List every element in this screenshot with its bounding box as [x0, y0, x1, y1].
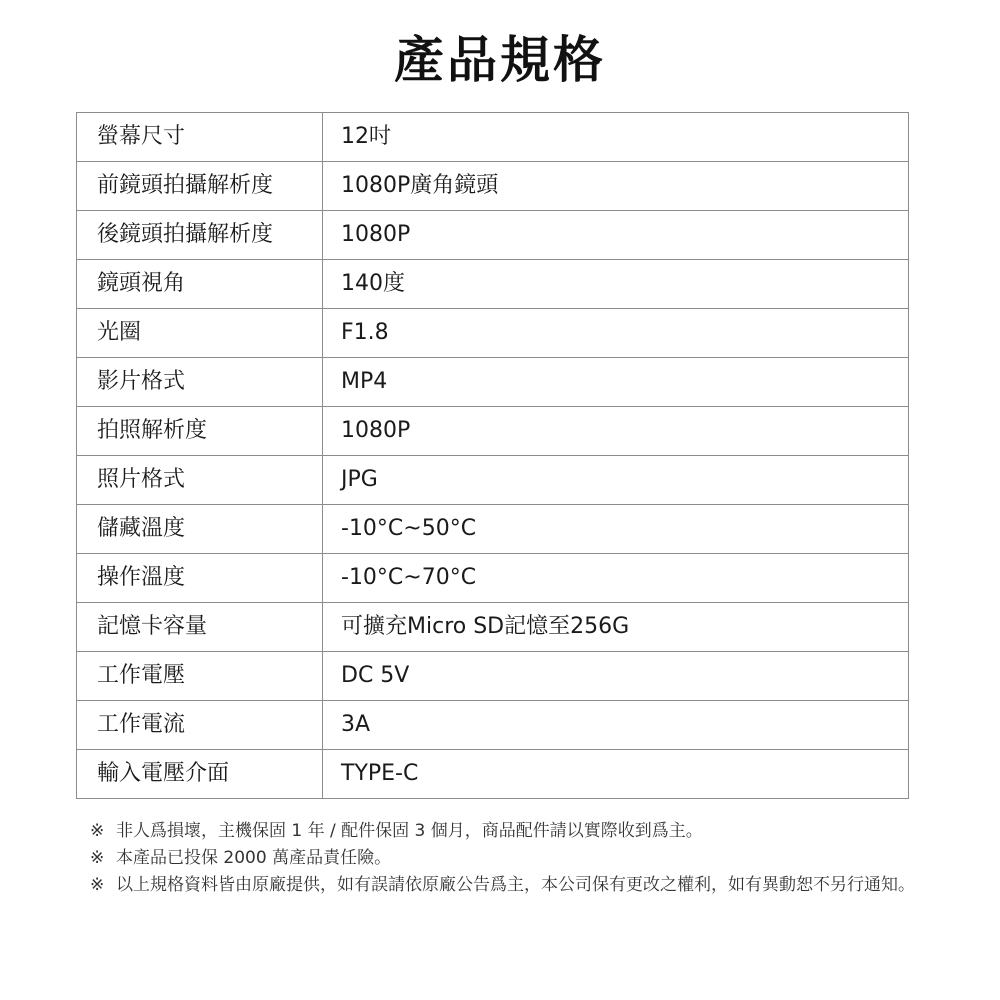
table-row	[77, 701, 909, 750]
spec-label: 後鏡頭拍攝解析度	[77, 211, 323, 260]
spec-value: JPG	[323, 456, 909, 505]
table-row	[77, 113, 909, 162]
table-row	[77, 211, 909, 260]
reference-mark-icon: ※	[90, 875, 105, 895]
spec-value: TYPE-C	[323, 750, 909, 799]
spec-value: MP4	[323, 358, 909, 407]
page-title: 產品規格	[394, 31, 606, 89]
footnote-item	[90, 818, 930, 845]
spec-value: 1080P廣角鏡頭	[323, 162, 909, 211]
spec-table	[76, 112, 909, 799]
spec-label: 影片格式	[77, 358, 323, 407]
table-row	[77, 603, 909, 652]
table-row	[77, 652, 909, 701]
spec-label: 記憶卡容量	[77, 603, 323, 652]
footnote-text: 以上規格資料皆由原廠提供，如有誤請依原廠公告爲主，本公司保有更改之權利，如有異動恕不另行通知。	[116, 875, 915, 895]
spec-label: 操作溫度	[77, 554, 323, 603]
table-row	[77, 456, 909, 505]
spec-value: -10°C~50°C	[323, 505, 909, 554]
footnote-text: 本產品已投保 2000 萬產品責任險。	[116, 848, 392, 868]
table-row	[77, 407, 909, 456]
spec-value: 1080P	[323, 407, 909, 456]
reference-mark-icon: ※	[90, 848, 105, 868]
table-row	[77, 162, 909, 211]
spec-label: 工作電壓	[77, 652, 323, 701]
footnotes	[90, 818, 930, 899]
spec-label: 照片格式	[77, 456, 323, 505]
spec-value: 12吋	[323, 113, 909, 162]
spec-label: 前鏡頭拍攝解析度	[77, 162, 323, 211]
spec-label: 鏡頭視角	[77, 260, 323, 309]
spec-label: 光圈	[77, 309, 323, 358]
spec-label: 輸入電壓介面	[77, 750, 323, 799]
table-row	[77, 309, 909, 358]
table-row	[77, 358, 909, 407]
table-row	[77, 750, 909, 799]
spec-label: 工作電流	[77, 701, 323, 750]
reference-mark-icon: ※	[90, 821, 105, 841]
table-row	[77, 505, 909, 554]
footnote-text: 非人爲損壞，主機保固 1 年 / 配件保固 3 個月，商品配件請以實際收到爲主。	[116, 821, 703, 841]
spec-value: 可擴充Micro SD記憶至256G	[323, 603, 909, 652]
table-row	[77, 554, 909, 603]
spec-value: -10°C~70°C	[323, 554, 909, 603]
spec-value: F1.8	[323, 309, 909, 358]
spec-value: 1080P	[323, 211, 909, 260]
footnote-item	[90, 872, 930, 899]
footnote-item	[90, 845, 930, 872]
spec-label: 拍照解析度	[77, 407, 323, 456]
spec-value: DC 5V	[323, 652, 909, 701]
spec-label: 螢幕尺寸	[77, 113, 323, 162]
spec-value: 3A	[323, 701, 909, 750]
table-row	[77, 260, 909, 309]
spec-value: 140度	[323, 260, 909, 309]
spec-label: 儲藏溫度	[77, 505, 323, 554]
